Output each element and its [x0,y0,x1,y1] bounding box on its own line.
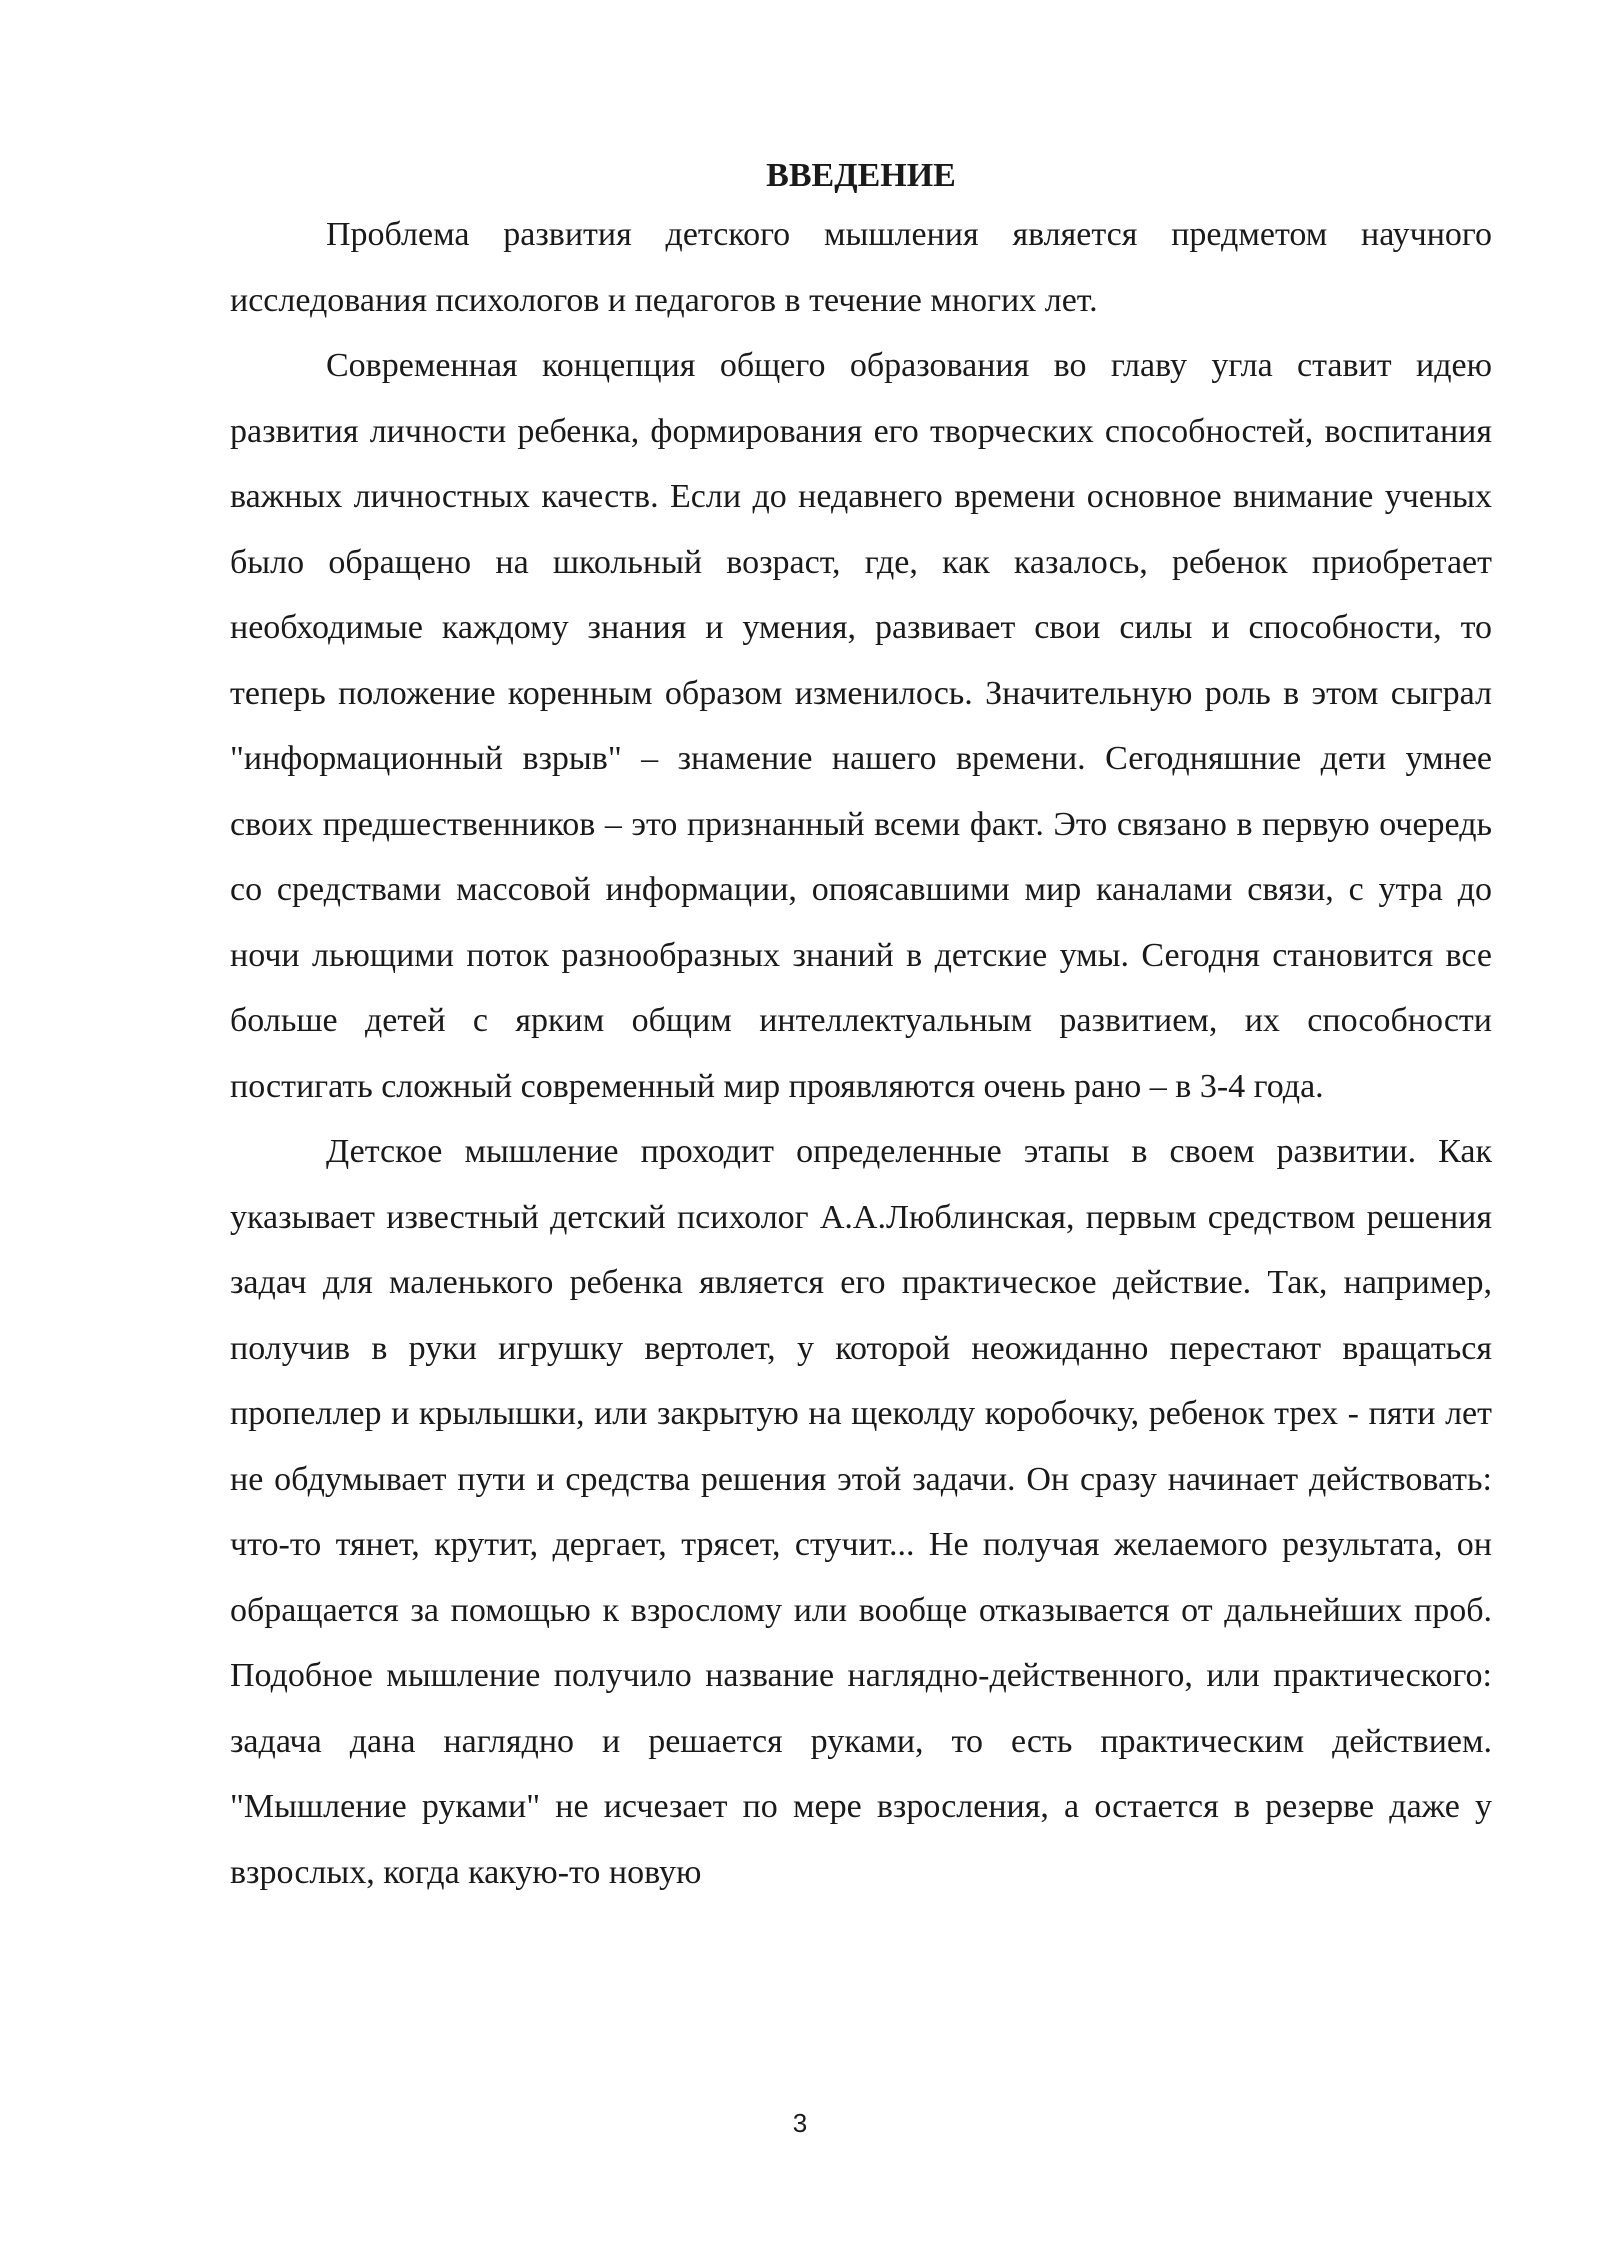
paragraph-3: Детское мышление проходит определенные этапы в своем развитии. Как указывает известный детский психолог А.А.Люблинская, первым средством решения задач для маленького ребенка является его практическое действие. Так, например, получив в руки игрушку вертолет, у которой неожиданно перестают вращаться пропеллер и крылышки, или закрытую на щеколду коробочку, ребенок трех - пяти лет не обдумывает пути и средства решения этой задачи. Он сразу начинает действовать: что-то тянет, крутит, дергает, трясет, стучит... Не получая желаемого результата, он обращается за помощью к взрослому или вообще отказывается от дальнейших проб. Подобное мышление получило название наглядно-действенного, или практического: задача дана наглядно и решается руками, то есть практическим действием. "Мышление руками" не исчезает по мере взросления, а остается в резерве даже у взрослых, когда какую-то новую [230,1133,1492,1891]
page-content [230,150,1492,1905]
paragraph-1: Проблема развития детского мышления является предметом научного исследования психологов и педагогов в течение многих лет. [230,216,1492,319]
paragraph-2: Современная концепция общего образования во главу угла ставит идею развития личности ребенка, формирования его творческих способностей, воспитания важных личностных качеств. Если до недавнего времени основное внимание ученых было обращено на школьный возраст, где, как казалось, ребенок приобретает необходимые каждому знания и умения, развивает свои силы и способности, то теперь положение коренным образом изменилось. Значительную роль в этом сыграл "информационный взрыв" – знамение нашего времени. Сегодняшние дети умнее своих предшественников – это признанный всеми факт. Это связано в первую очередь со средствами массовой информации, опоясавшими мир каналами связи, с утра до ночи льющими поток разнообразных знаний в детские умы. Сегодня становится все больше детей с ярким общим интеллектуальным развитием, их способности постигать сложный современный мир проявляются очень рано – в 3-4 года. [230,347,1492,1105]
section-heading: ВВЕДЕНИЕ [766,157,956,194]
page-number: 3 [792,2108,808,2138]
